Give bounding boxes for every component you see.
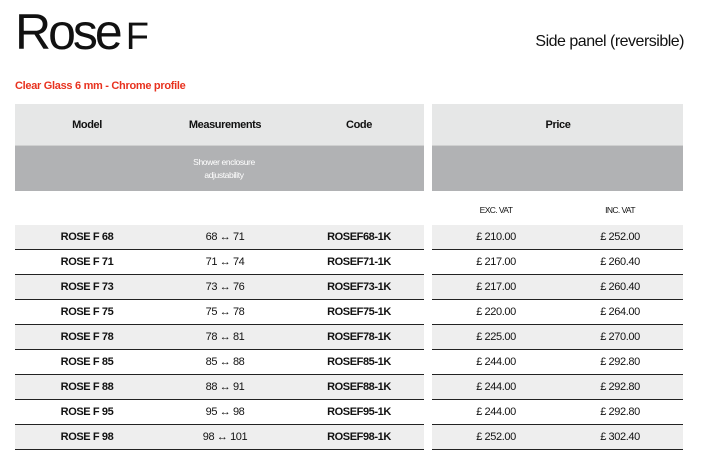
table-row-price [432,250,683,275]
cell-model: ROSE F 88 [60,381,114,393]
table-row-price [432,400,683,425]
table-row-price [432,375,683,400]
cell-measurements: 98 ↔ 101 [202,431,248,443]
cell-code: ROSEF73-1K [327,281,391,293]
cell-exc-vat: £ 220.00 [476,306,516,318]
column-header-inc-vat: INC. VAT [605,205,635,215]
column-header-code: Code [346,119,372,131]
cell-model: ROSE F 85 [60,356,114,368]
cell-exc-vat: £ 217.00 [476,281,516,293]
table-row [15,275,424,300]
cell-exc-vat: £ 252.00 [476,431,516,443]
subheader-line: adjustability [204,170,244,180]
cell-measurements: 85 ↔ 88 [205,356,245,368]
cell-code: ROSEF71-1K [327,256,391,268]
cell-model: ROSE F 98 [60,431,114,443]
cell-code: ROSEF78-1K [327,331,391,343]
cell-exc-vat: £ 244.00 [476,381,516,393]
cell-code: ROSEF98-1K [327,431,391,443]
cell-code: ROSEF88-1K [327,381,391,393]
cell-model: ROSE F 75 [60,306,114,318]
subheader-line: Shower enclosure [193,157,255,167]
cell-inc-vat: £ 260.40 [600,281,640,293]
cell-measurements: 78 ↔ 81 [205,331,245,343]
table-row [15,325,424,350]
table-row [15,400,424,425]
cell-inc-vat: £ 270.00 [600,331,640,343]
table-row-price [432,275,683,300]
title-suffix: F [125,16,149,58]
cell-measurements: 71 ↔ 74 [205,256,245,268]
cell-model: ROSE F 73 [60,281,114,293]
table-row-price [432,225,683,250]
table-row [15,250,424,275]
cell-model: ROSE F 95 [60,406,114,418]
page-subtitle: Side panel (reversible) [535,33,684,50]
subheader-right [432,145,683,191]
cell-inc-vat: £ 292.80 [600,356,640,368]
cell-code: ROSEF68-1K [327,231,391,243]
column-header-exc-vat: EXC. VAT [479,205,513,215]
cell-code: ROSEF95-1K [327,406,391,418]
cell-measurements: 73 ↔ 76 [205,281,245,293]
cell-measurements: 88 ↔ 91 [205,381,245,393]
table-row [15,225,424,250]
table-row [15,350,424,375]
table-row-price [432,300,683,325]
cell-inc-vat: £ 260.40 [600,256,640,268]
title-text: Rose [15,4,120,60]
cell-exc-vat: £ 244.00 [476,356,516,368]
table-row [15,375,424,400]
cell-inc-vat: £ 302.40 [600,431,640,443]
table-row-price [432,425,683,450]
table-row [15,300,424,325]
cell-exc-vat: £ 210.00 [476,231,516,243]
variant-label: Clear Glass 6 mm - Chrome profile [15,80,186,92]
cell-model: ROSE F 71 [60,256,114,268]
table-row [15,425,424,450]
subheader-adjustability [193,156,255,182]
cell-exc-vat: £ 217.00 [476,256,516,268]
cell-inc-vat: £ 292.80 [600,406,640,418]
cell-measurements: 68 ↔ 71 [205,231,245,243]
cell-code: ROSEF75-1K [327,306,391,318]
cell-model: ROSE F 68 [60,231,114,243]
table-row-price [432,350,683,375]
column-header-model: Model [72,119,102,131]
cell-exc-vat: £ 244.00 [476,406,516,418]
column-header-measurements: Measurements [188,119,262,131]
cell-model: ROSE F 78 [60,331,114,343]
cell-measurements: 95 ↔ 98 [205,406,245,418]
cell-inc-vat: £ 292.80 [600,381,640,393]
cell-measurements: 75 ↔ 78 [205,306,245,318]
page-title [15,2,149,67]
column-header-price: Price [545,119,571,131]
cell-exc-vat: £ 225.00 [476,331,516,343]
cell-inc-vat: £ 264.00 [600,306,640,318]
table-row-price [432,325,683,350]
cell-inc-vat: £ 252.00 [600,231,640,243]
cell-code: ROSEF85-1K [327,356,391,368]
